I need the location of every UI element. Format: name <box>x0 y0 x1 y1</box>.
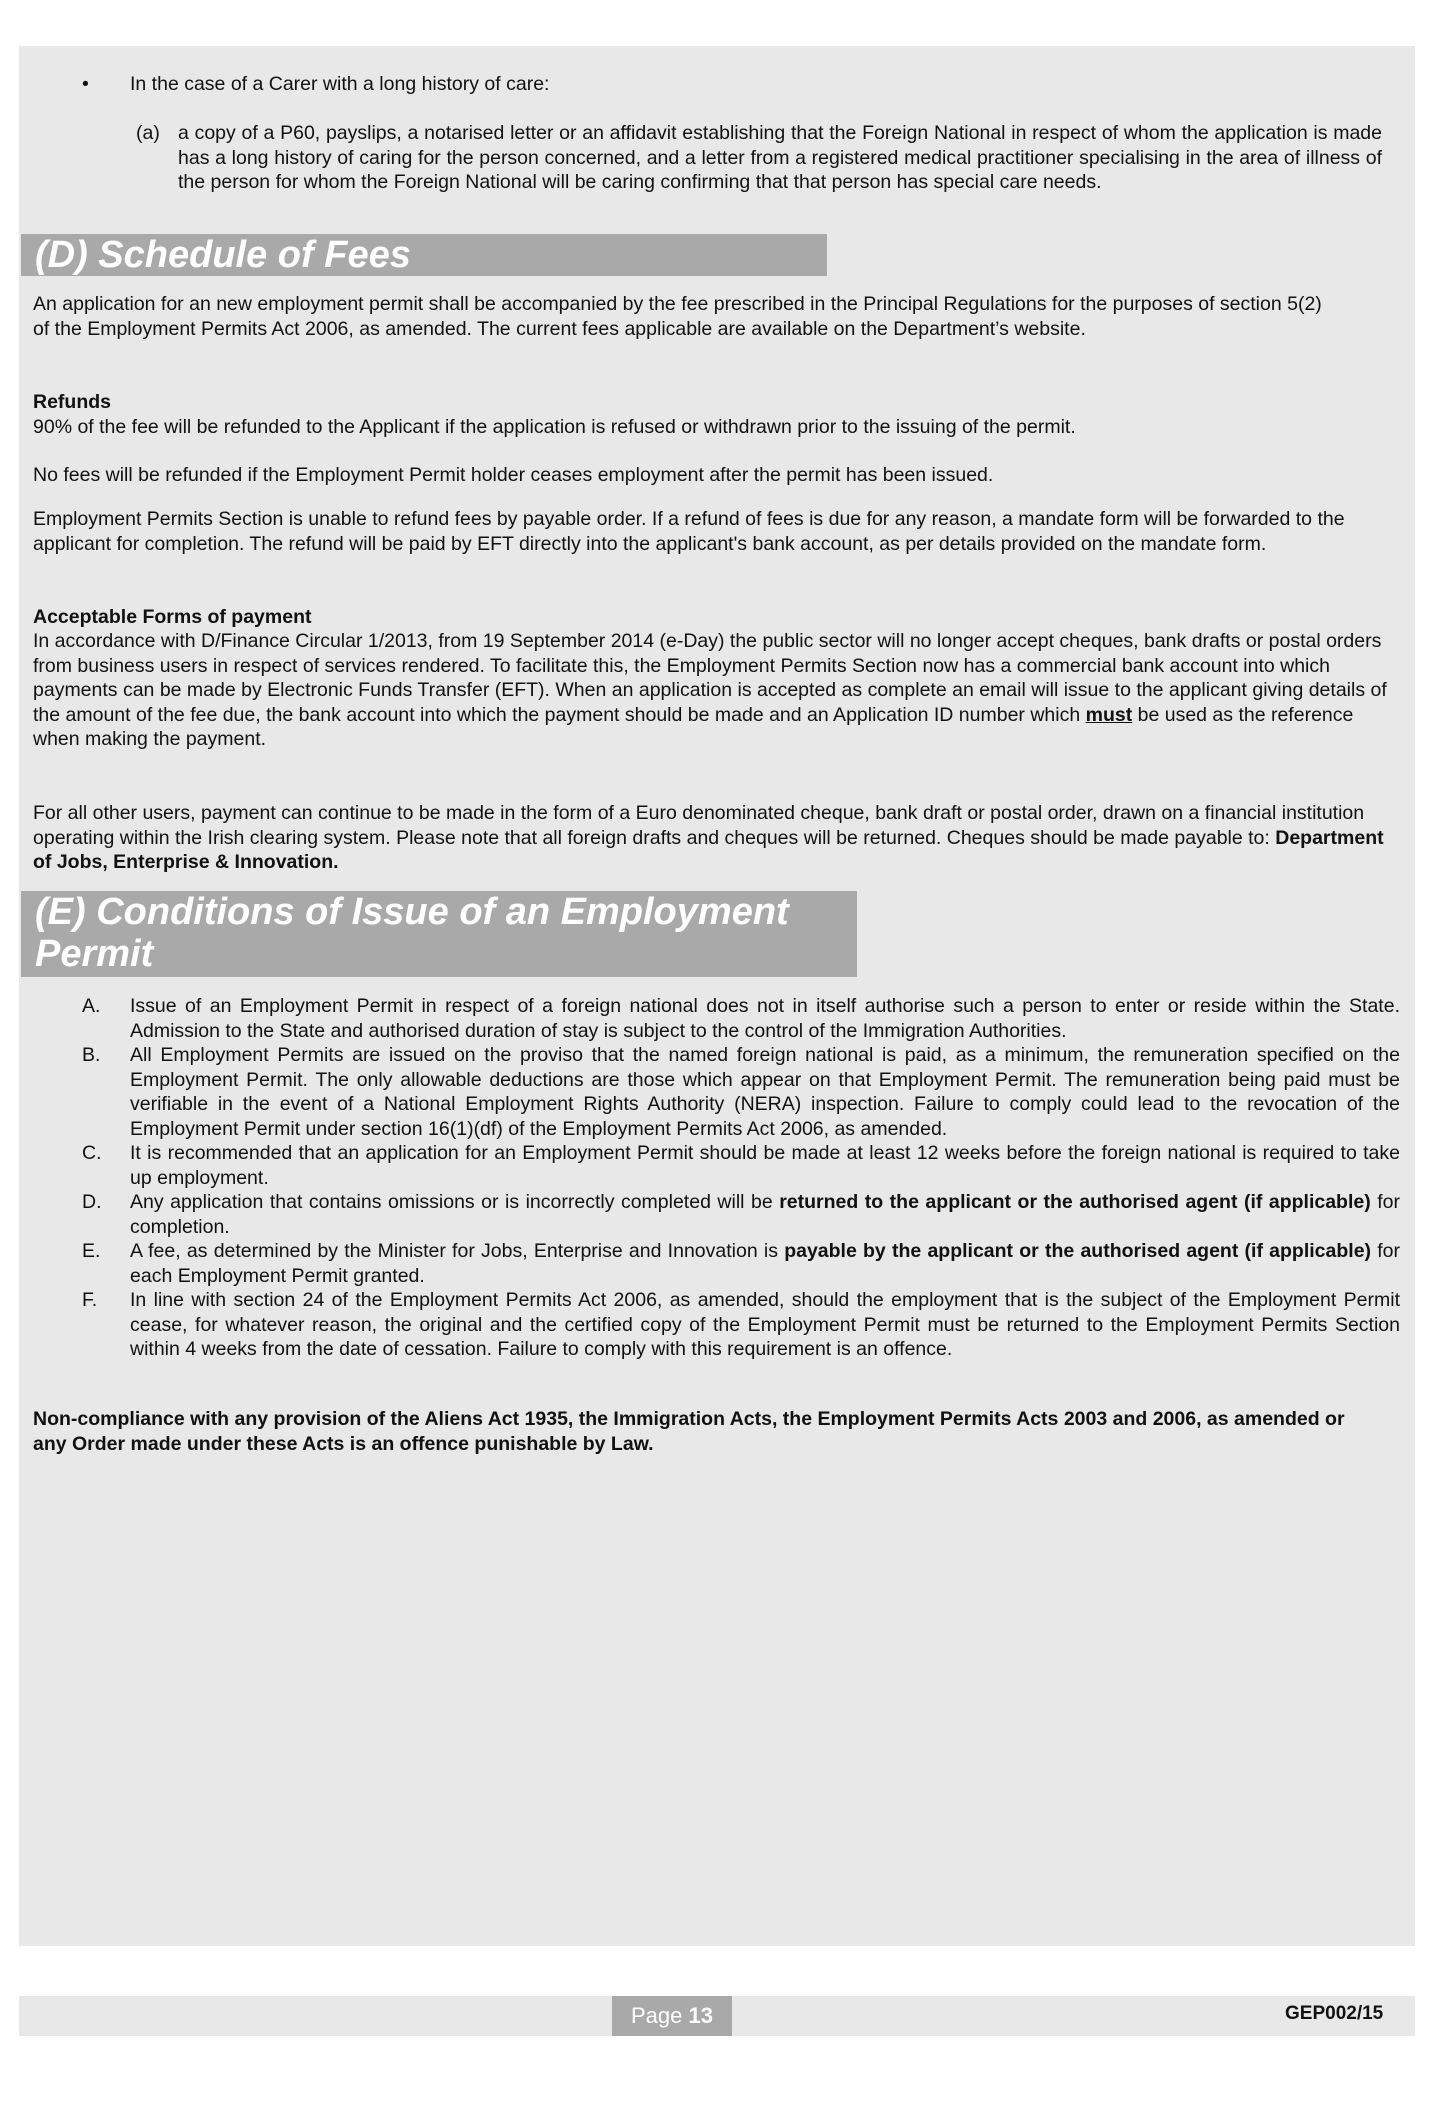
carer-bullet-text: In the case of a Carer with a long history of care: <box>130 73 550 95</box>
payment-text-after: be used as the reference when making the payment. <box>33 703 1354 750</box>
refunds-paragraph: 90% of the fee will be refunded to the Applicant if the application is refused or withdrawn prior to the issuing of the permit. <box>33 416 1076 438</box>
condition-letter: A. <box>82 995 101 1017</box>
condition-letter: F. <box>82 1289 98 1311</box>
section-d-heading: (D) Schedule of Fees <box>21 234 827 276</box>
condition-item-d <box>82 1190 1400 1239</box>
refunds-heading: Refunds <box>33 391 111 413</box>
bullet-point: • <box>82 73 89 95</box>
carer-item-text: a copy of a P60, payslips, a notarised letter or an affidavit establishing that the Foreign National in respect of whom the application is made has a long history of caring for the person concerned, and a letter from a registered medical practitioner specialising in the area of illness of the person for whom the Foreign National will be caring confirming that that person has special care needs. <box>178 122 1382 193</box>
other-users-text: For all other users, payment can continue to be made in the form of a Euro denominated cheque, bank draft or postal order, drawn on a financial institution operating within the Irish clearing system. Please note that all foreign drafts and cheques will be returned. Cheques should be made payable to: <box>33 802 1365 849</box>
section-e-heading-line1: (E) Conditions of Issue of an Employment <box>35 891 789 933</box>
condition-letter: E. <box>82 1240 101 1262</box>
section-e-heading-line2: Permit <box>35 933 154 975</box>
condition-item-e <box>82 1239 1400 1288</box>
condition-item-f <box>82 1288 1400 1362</box>
condition-text-before: A fee, as determined by the Minister for Jobs, Enterprise and Innovation is <box>130 1240 785 1262</box>
condition-text-after: for completion. <box>130 1191 1400 1238</box>
condition-text-bold: returned to the applicant or the authorised agent (if applicable) <box>779 1191 1371 1213</box>
condition-text: Issue of an Employment Permit in respect of a foreign national does not in itself authorise such a person to enter or reside within the State. Admission to the State and authorised duration of stay is subject to the control of the Immigration Authorities. <box>130 995 1400 1042</box>
condition-item-a <box>82 994 1400 1043</box>
condition-item-c <box>82 1141 1400 1190</box>
condition-text: In line with section 24 of the Employment Permits Act 2006, as amended, should the employment that is the subject of the Employment Permit cease, for whatever reason, the original and the certified copy of the Employment Permit must be returned to the Employment Permits Section within 4 weeks from the date of cessation. Failure to comply with this requirement is an offence. <box>130 1289 1400 1360</box>
condition-text-bold: payable by the applicant or the authorised agent (if applicable) <box>784 1240 1372 1262</box>
condition-letter: C. <box>82 1142 102 1164</box>
payment-forms-paragraph <box>33 629 1403 752</box>
condition-letter: D. <box>82 1191 102 1213</box>
non-compliance-notice: Non-compliance with any provision of the Aliens Act 1935, the Immigration Acts, the Employment Permits Acts 2003 and 2006, as amended or any Order made under these Acts is an offence punishable by Law. <box>33 1408 1345 1455</box>
condition-text: All Employment Permits are issued on the proviso that the named foreign national is paid, as a minimum, the remuneration specified on the Employment Permit. The only allowable deductions are those which appear on that Employment Permit. The remuneration being paid must be verifiable in the event of a National Employment Rights Authority (NERA) inspection. Failure to comply could lead to the revocation of the Employment Permit under section 16(1)(df) of the Employment Permits Act 2006, as amended. <box>130 1044 1400 1140</box>
payment-text-before: In accordance with D/Finance Circular 1/2013, from 19 September 2014 (e-Day) the public sector will no longer accept cheques, bank drafts or postal orders from business users in respect of services rendered. To facilitate this, the Employment Permits Section now has a commercial bank account into which payments can be made by Electronic Funds Transfer (EFT). When an application is accepted as complete an email will issue to the applicant giving details of the amount of the fee due, the bank account into which the payment should be made and an Application ID number which <box>33 630 1387 726</box>
condition-text <box>130 1239 1400 1288</box>
page-label: Page <box>631 2003 683 2028</box>
condition-item-b <box>82 1043 1400 1141</box>
carer-item-label: (a) <box>136 122 160 144</box>
payment-text-must: must <box>1085 703 1133 726</box>
other-users-paragraph <box>33 801 1403 875</box>
payable-order-paragraph: Employment Permits Section is unable to refund fees by payable order. If a refund of fees is due for any reason, a mandate form will be forwarded to the applicant for completion. The refund will be paid by EFT directly into the applicant's bank account, as per details provided on the mandate form. <box>33 508 1345 555</box>
condition-letter: B. <box>82 1044 101 1066</box>
payment-forms-heading: Acceptable Forms of payment <box>33 606 312 628</box>
payee-name: Department of Jobs, Enterprise & Innovation. <box>33 826 1384 873</box>
section-e-heading <box>21 891 857 977</box>
condition-text-before: Any application that contains omissions or is incorrectly completed will be <box>130 1191 780 1213</box>
no-refund-paragraph: No fees will be refunded if the Employment Permit holder ceases employment after the permit has been issued. <box>33 464 994 486</box>
fees-intro-paragraph: An application for an new employment permit shall be accompanied by the fee prescribed in the Principal Regulations for the purposes of section 5(2) of the Employment Permits Act 2006, as amended. The current fees applicable are available on the Department’s website. <box>33 293 1322 340</box>
condition-text <box>130 1190 1400 1239</box>
page-number-box <box>612 1996 732 2036</box>
condition-text-after: for each Employment Permit granted. <box>130 1240 1401 1287</box>
document-code: GEP002/15 <box>1285 2003 1384 2024</box>
page-number: 13 <box>688 2003 713 2028</box>
condition-text: It is recommended that an application for an Employment Permit should be made at least 12 weeks before the foreign national is required to take up employment. <box>130 1142 1400 1189</box>
